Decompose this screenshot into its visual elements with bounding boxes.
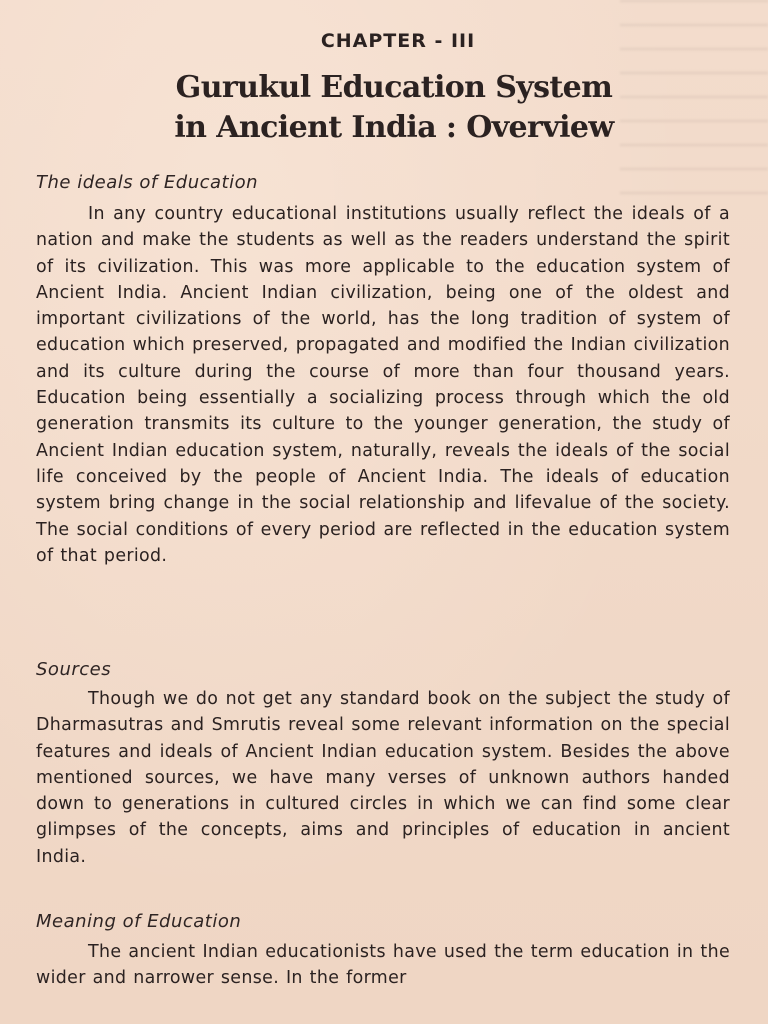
section-heading-sources: Sources	[36, 659, 112, 680]
section-paragraph-ideals: In any country educational institutions usually reflect the ideals of a nation and make the students as well as the readers understand the spirit of its civilization. This was more applicable to the education system of Ancient India. Ancient Indian civilization, being one of the oldest and important civilizations of the world, has the long tradition of system of education which preserved, propagated and modified the Indian civilization and its culture during the course of more than four thousand years. Education being essentially a socializing process through which the old generation transmits its culture to the younger generation, the study of Ancient Indian education system, naturally, reveals the ideals of the social life conceived by the people of Ancient India. The ideals of education system bring change in the social relationship and lifevalue of the society. The social conditions of every period are reflected in the education system of that period.	[36, 204, 730, 566]
chapter-label: CHAPTER - III	[320, 30, 476, 52]
chapter-title	[0, 68, 768, 148]
section-paragraph-sources: Though we do not get any standard book on the subject the study of Dharmasutras and Smrutis reveal some relevant information on the special features and ideals of Ancient Indian education system. Besides the above mentioned sources, we have many verses of unknown authors handed down to generations in cultured circles in which we can find some clear glimpses of the concepts, aims and principles of education in ancient India.	[36, 689, 730, 867]
section-paragraph-meaning: The ancient Indian educationists have used the term education in the wider and narrower sense. In the former	[36, 942, 730, 989]
section-heading-meaning: Meaning of Education	[36, 911, 242, 932]
chapter-title-line-1: Gurukul Education System	[175, 70, 613, 105]
chapter-title-line-2: in Ancient India : Overview	[174, 110, 614, 145]
section-heading-ideals: The ideals of Education	[36, 172, 259, 193]
